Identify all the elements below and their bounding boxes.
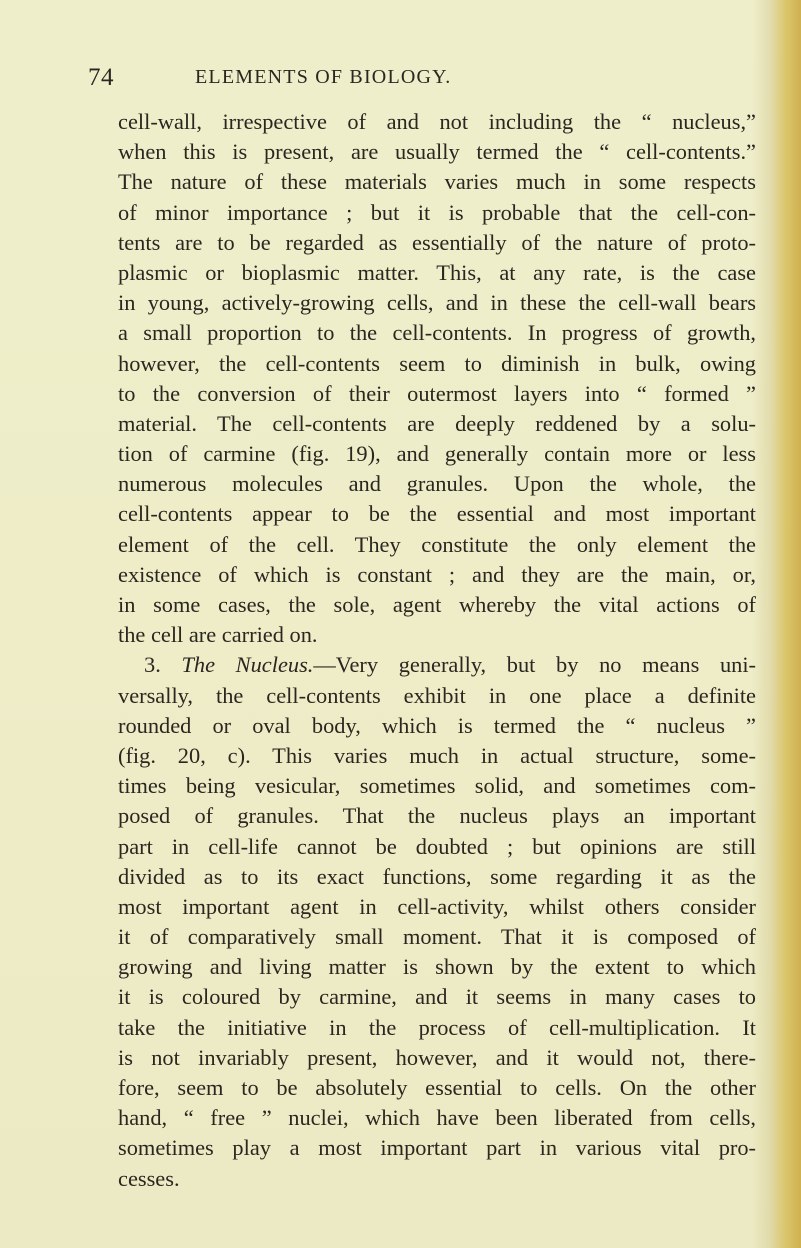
- text-line: however, the cell-contents seem to diminish in bulk, owing: [118, 350, 756, 376]
- text-line: cell-wall, irrespective of and not including the “ nucleus,”: [118, 109, 756, 134]
- text-line: divided as to its exact functions, some regarding it as the: [118, 863, 756, 889]
- text-line: material. The cell-contents are deeply reddened by a solu-: [118, 410, 756, 436]
- text-line: tents are to be regarded as essentially of the nature of proto-: [118, 229, 756, 255]
- text-line: it of comparatively small moment. That it is composed of: [118, 924, 756, 950]
- text-line: times being vesicular, sometimes solid, and sometimes com-: [118, 773, 756, 799]
- text-line: a small proportion to the cell-contents. In progress of growth,: [118, 320, 756, 346]
- text-line: hand, “ free ” nuclei, which have been liberated from cells,: [118, 1105, 756, 1131]
- text-line: posed of granules. That the nucleus plays an important: [118, 803, 756, 829]
- text-line: plasmic or bioplasmic matter. This, at any rate, is the case: [118, 259, 756, 285]
- text-line: numerous molecules and granules. Upon the whole, the: [118, 471, 756, 497]
- text-line: existence of which is constant ; and they are the main, or,: [118, 561, 756, 587]
- text-line: it is coloured by carmine, and it seems in many cases to: [118, 984, 756, 1010]
- text-line: take the initiative in the process of cell-multiplication. It: [118, 1014, 756, 1040]
- text-line: (fig. 20, c). This varies much in actual structure, some-: [118, 742, 756, 768]
- body-text: [118, 107, 756, 1194]
- text-line: growing and living matter is shown by the extent to which: [118, 954, 756, 980]
- text-line: tion of carmine (fig. 19), and generally contain more or less: [118, 441, 756, 467]
- text-line: part in cell-life cannot be doubted ; but opinions are still: [118, 833, 756, 859]
- text-line: when this is present, are usually termed the “ cell-contents.”: [118, 139, 756, 165]
- section-number: 3.: [144, 652, 182, 678]
- text-line: to the conversion of their outermost layers into “ formed ”: [118, 380, 756, 406]
- text-line: rounded or oval body, which is termed the “ nucleus ”: [118, 712, 756, 738]
- text-line: element of the cell. They constitute the only element the: [118, 531, 756, 557]
- text-line: cesses.: [118, 1165, 180, 1191]
- text-span: —Very generally, but by no means uni-: [313, 652, 757, 678]
- section-heading-line: [118, 650, 756, 680]
- text-line: The nature of these materials varies much in some respects: [118, 169, 756, 195]
- text-line: versally, the cell-contents exhibit in one place a definite: [118, 682, 756, 708]
- text-line: fore, seem to be absolutely essential to cells. On the other: [118, 1075, 756, 1100]
- text-line: is not invariably present, however, and it would not, there-: [118, 1044, 756, 1070]
- text-line: of minor importance ; but it is probable that the cell-con-: [118, 199, 756, 225]
- section-heading: The Nucleus.: [181, 652, 314, 678]
- text-line: the cell are carried on.: [118, 622, 318, 648]
- text-line: cell-contents appear to be the essential and most important: [118, 501, 756, 527]
- text-line: in young, actively-growing cells, and in these the cell-wall bears: [118, 290, 756, 316]
- page-number: 74: [88, 64, 114, 91]
- text-line: sometimes play a most important part in various vital pro-: [118, 1135, 756, 1161]
- paragraph-nucleus: [118, 650, 756, 1193]
- paragraph-cell-contents: [118, 107, 756, 650]
- running-title: ELEMENTS OF BIOLOGY.: [195, 66, 452, 88]
- page-header: [88, 64, 738, 94]
- text-line: most important agent in cell-activity, whilst others consider: [118, 893, 756, 919]
- text-line: in some cases, the sole, agent whereby the vital actions of: [118, 592, 756, 617]
